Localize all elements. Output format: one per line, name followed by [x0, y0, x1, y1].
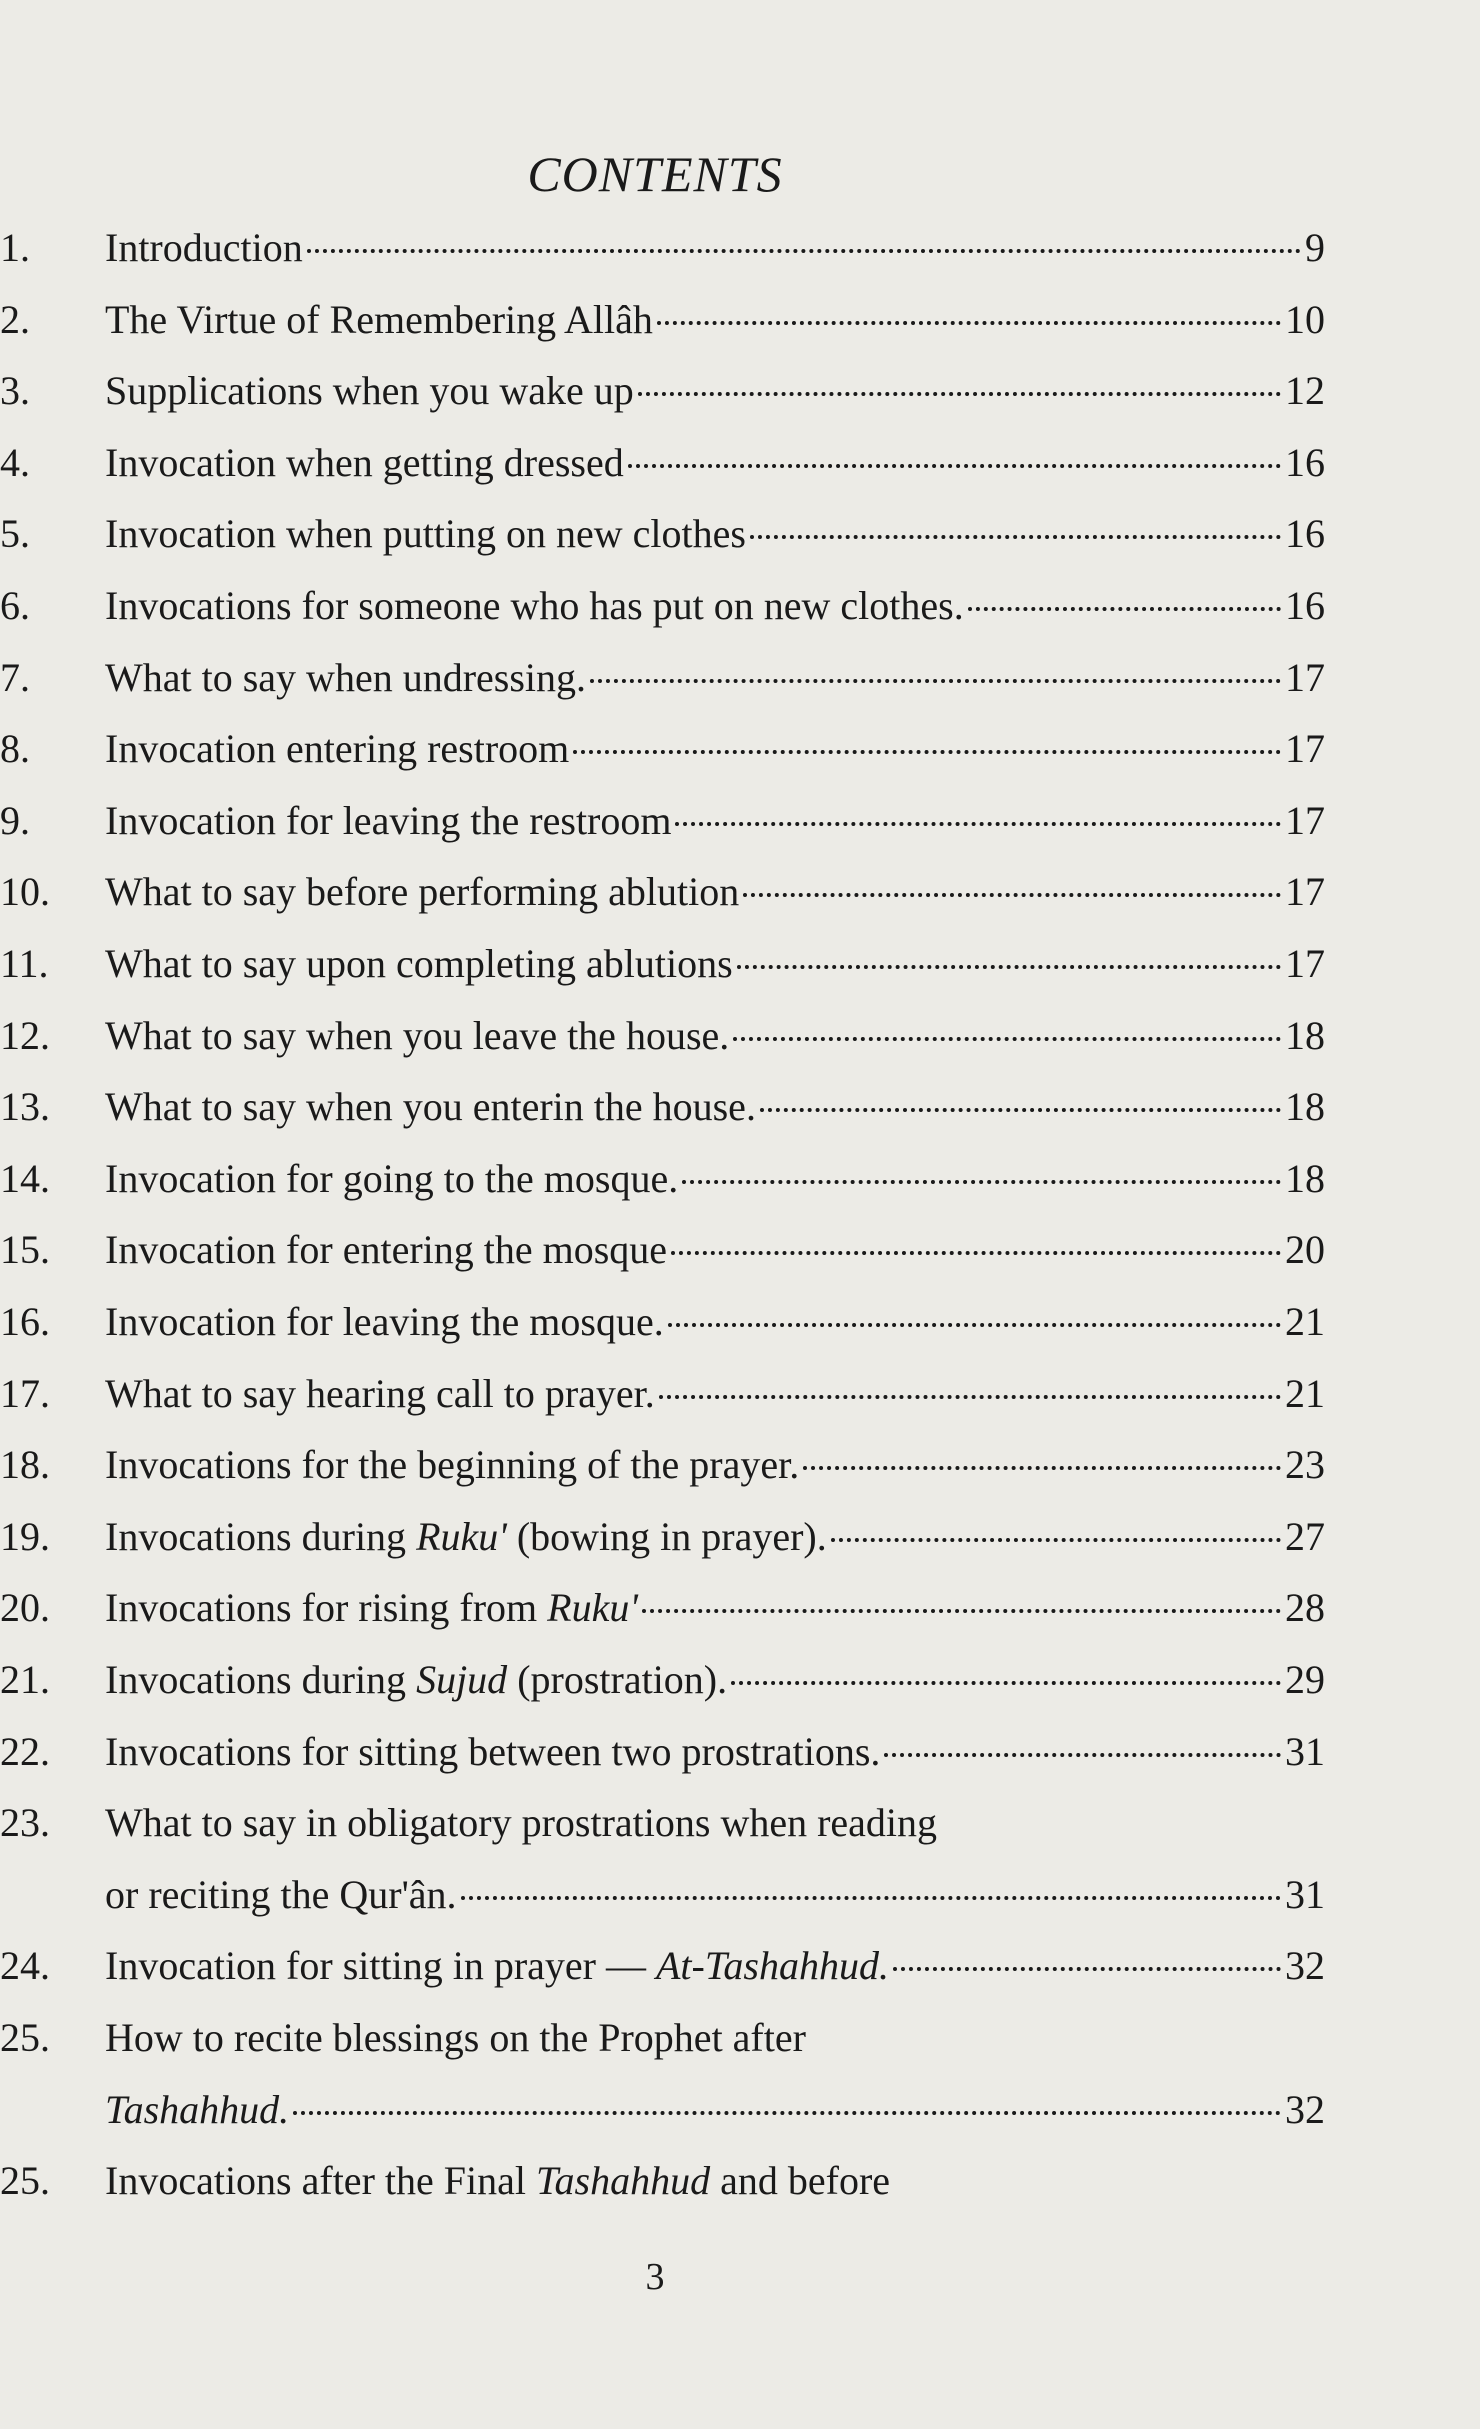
toc-entry-title: Invocation when putting on new clothes [105, 511, 746, 557]
toc-entry-number: 23. [0, 1800, 50, 1846]
dot-leader [590, 678, 1281, 683]
toc-entry-number: 6. [0, 583, 30, 628]
toc-entry-line [105, 719, 1325, 779]
toc-entry-line [105, 791, 1325, 851]
toc-entry-title: What to say in obligatory prostrations when reading [105, 1800, 938, 1846]
toc-entry-title: Invocations after the Final Tashahhud and before [105, 2158, 891, 2204]
dot-leader [733, 1036, 1281, 1041]
toc-entry-page: 18 [1285, 1012, 1325, 1058]
toc-entry [0, 791, 1480, 851]
page-number: 3 [645, 2256, 665, 2298]
toc-entry-number: 14. [0, 1155, 50, 1201]
toc-entry [0, 1650, 1480, 1710]
dot-leader [743, 892, 1281, 897]
toc-entry [0, 2151, 1480, 2211]
toc-entry [0, 1936, 1480, 1996]
dot-leader [461, 1895, 1281, 1900]
toc-entry-title: How to recite blessings on the Prophet after [105, 2015, 806, 2060]
toc-entry [0, 862, 1480, 922]
toc-entry-page: 17 [1285, 869, 1325, 915]
toc-entry-page: 17 [1285, 726, 1325, 772]
toc-entry-line [105, 1722, 1325, 1782]
toc-entry [0, 1435, 1480, 1495]
toc-entry-line [105, 1006, 1325, 1066]
toc-entry [0, 1865, 1480, 1925]
toc-entry-title: Supplications when you wake up [105, 368, 634, 414]
toc-entry-line [105, 1364, 1325, 1424]
toc-entry [0, 504, 1480, 564]
toc-entry-number: 21. [0, 1657, 50, 1702]
toc-entry [0, 576, 1480, 636]
toc-entry-page: 17 [1285, 941, 1325, 986]
toc-entry-page: 10 [1285, 296, 1325, 342]
toc-entry-title: What to say before performing ablution [105, 869, 740, 915]
toc-entry-number: 9. [0, 797, 30, 843]
toc-entry-line [105, 1220, 1325, 1280]
dot-leader [668, 1322, 1281, 1327]
toc-entry [0, 934, 1480, 994]
dot-leader [884, 1752, 1281, 1757]
toc-entry-title: Invocations for rising from Ruku' [105, 1585, 638, 1631]
page-title: CONTENTS [527, 146, 783, 202]
toc-entry-title: What to say when you leave the house. [105, 1012, 730, 1058]
toc-entry-number: 10. [0, 869, 50, 915]
toc-entry-title: Invocation for leaving the mosque. [105, 1299, 664, 1344]
toc-entry-number: 17. [0, 1370, 50, 1416]
toc-entry-page: 27 [1285, 1513, 1325, 1559]
dot-leader [573, 749, 1281, 754]
toc-entry [0, 1578, 1480, 1638]
toc-entry-title: What to say upon completing ablutions [105, 941, 733, 986]
dot-leader [737, 964, 1281, 969]
toc-entry-number: 12. [0, 1012, 50, 1058]
toc-entry-title: What to say when you enterin the house. [105, 1084, 756, 1130]
dot-leader [671, 1250, 1281, 1255]
toc-entry-page: 16 [1285, 583, 1325, 628]
toc-entry-page: 16 [1285, 511, 1325, 557]
toc-entry [0, 218, 1480, 278]
toc-entry-title: Invocations for someone who has put on new clothes. [105, 583, 964, 628]
dot-leader [307, 248, 1301, 253]
toc-entry-line [105, 862, 1325, 922]
toc-entry-number: 7. [0, 654, 30, 700]
toc-entry-page: 29 [1285, 1657, 1325, 1702]
toc-entry-number: 22. [0, 1728, 50, 1774]
toc-entry-title: Invocations during Sujud (prostration). [105, 1657, 728, 1702]
toc-entry [0, 1722, 1480, 1782]
toc-entry-line [105, 1507, 1325, 1567]
toc-entry [0, 1364, 1480, 1424]
toc-entry-line [105, 290, 1325, 350]
toc-entry-number: 3. [0, 368, 30, 414]
toc-entry-page: 31 [1285, 1871, 1325, 1917]
toc-entry-page: 12 [1285, 368, 1325, 414]
toc-entry-page: 28 [1285, 1585, 1325, 1631]
toc-entry-number: 25. [0, 2015, 50, 2060]
toc-entry-title: What to say when undressing. [105, 654, 587, 700]
toc-entry-title: Introduction [105, 225, 303, 270]
toc-entry-number: 4. [0, 439, 30, 485]
toc-entry-title: Invocations for the beginning of the prayer. [105, 1442, 800, 1488]
toc-entry-number: 1. [0, 225, 30, 270]
toc-entry-line [105, 433, 1325, 493]
toc-entry-number: 25. [0, 2158, 50, 2204]
toc-entry [0, 2080, 1480, 2140]
toc-entry-title: Invocation entering restroom [105, 726, 570, 772]
toc-entry [0, 719, 1480, 779]
toc-entry-title: Invocation for going to the mosque. [105, 1155, 679, 1201]
toc-entry-line [105, 1077, 1325, 1137]
toc-entry-number: 8. [0, 726, 30, 772]
toc-entry-title: Invocations for sitting between two prostrations. [105, 1728, 881, 1774]
dot-leader [293, 2110, 1281, 2115]
toc-entry-title: The Virtue of Remembering Allâh [105, 296, 653, 342]
toc-entry [0, 1793, 1480, 1853]
toc-entry-number: 11. [0, 941, 49, 986]
toc-entry-line [105, 1435, 1325, 1495]
toc-entry-title: Tashahhud. [105, 2086, 290, 2132]
dot-leader [642, 1608, 1281, 1613]
toc-entry [0, 1507, 1480, 1567]
toc-entry-number: 16. [0, 1299, 50, 1344]
dot-leader [760, 1107, 1281, 1112]
toc-entry-number: 5. [0, 511, 30, 557]
dot-leader [731, 1680, 1281, 1685]
toc-entry-page: 17 [1285, 797, 1325, 843]
toc-entry-line [105, 1936, 1325, 1996]
toc-entry-line [105, 504, 1325, 564]
toc-entry-number: 15. [0, 1227, 50, 1273]
toc-entry-line [105, 2151, 1325, 2211]
toc-entry [0, 433, 1480, 493]
toc-entry-line [105, 1578, 1325, 1638]
toc-entry-page: 23 [1285, 1442, 1325, 1488]
toc-entry-line [105, 1292, 1325, 1352]
toc-entry-number: 13. [0, 1084, 50, 1130]
toc-entry-page: 31 [1285, 1728, 1325, 1774]
dot-leader [682, 1179, 1281, 1184]
toc-entry-line [105, 1149, 1325, 1209]
toc-entry-title: What to say hearing call to prayer. [105, 1370, 655, 1416]
dot-leader [675, 821, 1281, 826]
toc-entry-page: 17 [1285, 654, 1325, 700]
dot-leader [831, 1537, 1281, 1542]
toc-entry-number: 24. [0, 1943, 50, 1989]
toc-entry [0, 1077, 1480, 1137]
toc-entry-number: 2. [0, 296, 30, 342]
toc-entry-number: 19. [0, 1513, 50, 1559]
toc-entry-title: Invocation for leaving the restroom [105, 797, 672, 843]
toc-entry [0, 1220, 1480, 1280]
toc-entry-line [105, 1865, 1325, 1925]
toc-entry-line [105, 2080, 1325, 2140]
toc-entry-line [105, 576, 1325, 636]
toc-entry-page: 18 [1285, 1155, 1325, 1201]
toc-entry [0, 1149, 1480, 1209]
toc-entry-line [105, 218, 1325, 278]
toc-entry-title: Invocations during Ruku' (bowing in prayer). [105, 1513, 827, 1559]
toc-entry [0, 2008, 1480, 2068]
dot-leader [803, 1465, 1281, 1470]
toc-entry-page: 21 [1285, 1299, 1325, 1344]
toc-entry [0, 290, 1480, 350]
dot-leader [893, 1966, 1281, 1971]
toc-entry-line [105, 648, 1325, 708]
dot-leader [659, 1394, 1281, 1399]
toc-entry [0, 648, 1480, 708]
toc-entry-page: 9 [1305, 225, 1325, 270]
dot-leader [638, 391, 1281, 396]
toc-entry [0, 1006, 1480, 1066]
toc-entry-line [105, 1650, 1325, 1710]
toc-entry-page: 20 [1285, 1227, 1325, 1273]
toc-entry-line [105, 361, 1325, 421]
toc-entry-number: 18. [0, 1442, 50, 1488]
dot-leader [657, 320, 1281, 325]
toc-entry-page: 21 [1285, 1370, 1325, 1416]
toc-entry-page: 32 [1285, 1943, 1325, 1989]
dot-leader [750, 534, 1281, 539]
toc-entry-page: 32 [1285, 2086, 1325, 2132]
toc-entry-title: Invocation for sitting in prayer — At-Tashahhud. [105, 1943, 889, 1989]
toc-entry-line [105, 2008, 1325, 2068]
toc-entry-title: Invocation for entering the mosque [105, 1227, 668, 1273]
toc-entry-title: or reciting the Qur'ân. [105, 1871, 457, 1917]
toc-entry [0, 1292, 1480, 1352]
toc-entry [0, 361, 1480, 421]
toc-entry-page: 16 [1285, 439, 1325, 485]
toc-entry-line [105, 1793, 1325, 1853]
toc-entry-number: 20. [0, 1585, 50, 1631]
toc-entry-line [105, 934, 1325, 994]
toc-entry-title: Invocation when getting dressed [105, 439, 624, 485]
dot-leader [628, 463, 1281, 468]
dot-leader [968, 606, 1281, 611]
toc-entry-page: 18 [1285, 1084, 1325, 1130]
